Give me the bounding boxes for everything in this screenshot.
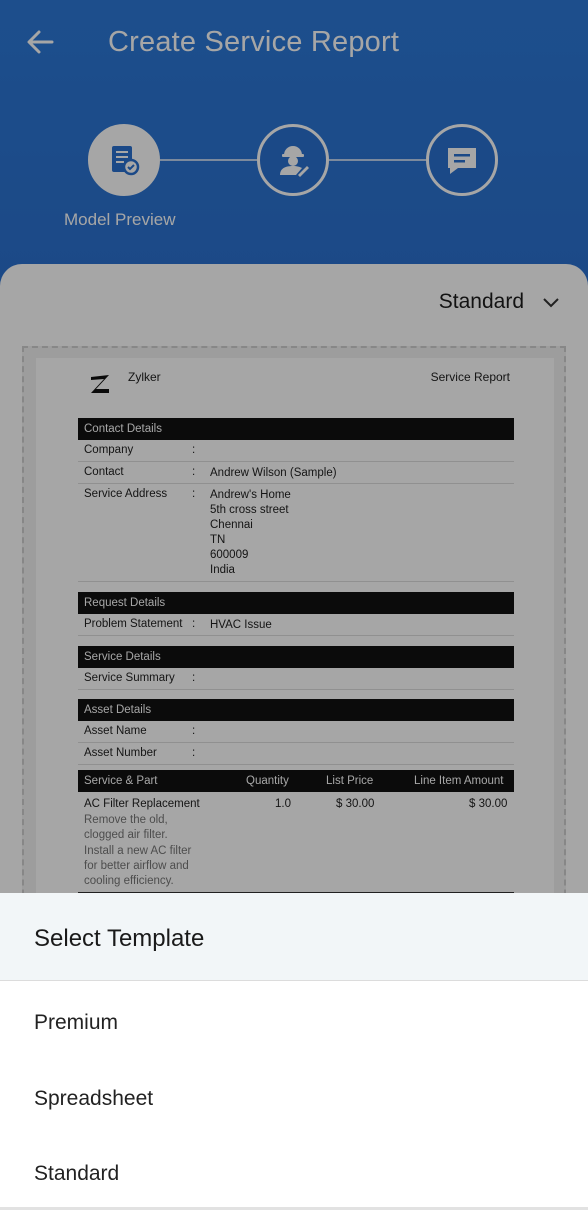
option-label: Standard [34, 1162, 120, 1185]
field-value: Andrew's Home 5th cross street Chennai TN 600009 India [210, 489, 291, 576]
page-title: Create Service Report [108, 26, 400, 58]
field-row: Service Summary : [78, 668, 514, 690]
report-company-name: Zylker [128, 370, 161, 384]
line-item-list-price: $ 30.00 [336, 798, 375, 810]
section-contact-details: Contact Details [78, 418, 514, 440]
column-header: Service & Part [84, 775, 158, 787]
section-service-details: Service Details [78, 646, 514, 668]
sheet-title: Select Template [34, 925, 205, 952]
section-request-details: Request Details [78, 592, 514, 614]
template-option-standard[interactable] [0, 1136, 588, 1212]
field-row: Company : [78, 440, 514, 462]
template-option-spreadsheet[interactable] [0, 1061, 588, 1137]
field-label: Asset Name [84, 725, 147, 737]
field-value: HVAC Issue [210, 619, 272, 631]
field-row: Problem Statement : HVAC Issue [78, 614, 514, 636]
line-item-description: Remove the old, clogged air filter. Install a new AC filter for better airflow and cooling efficiency. [84, 814, 192, 888]
option-label: Spreadsheet [34, 1087, 154, 1110]
template-dropdown-value: Standard [438, 290, 524, 313]
field-label: Service Address [84, 488, 168, 500]
section-asset-details: Asset Details [78, 699, 514, 721]
line-item-quantity: 1.0 [275, 798, 291, 810]
line-item-amount: $ 30.00 [469, 798, 508, 810]
column-header: Quantity [246, 775, 289, 787]
field-row: Contact : Andrew Wilson (Sample) [78, 462, 514, 484]
field-label: Service Summary [84, 672, 175, 684]
column-header: List Price [326, 775, 374, 787]
field-label: Company [84, 444, 134, 456]
option-label: Premium [34, 1011, 119, 1034]
line-item-name: AC Filter Replacement [84, 798, 200, 810]
field-row: Service Address : Andrew's Home 5th cross street Chennai TN 600009 India [78, 484, 514, 582]
column-header: Line Item Amount [414, 775, 504, 787]
select-template-sheet [0, 893, 588, 1210]
field-label: Asset Number [84, 747, 157, 759]
step-label-model-preview: Model Preview [64, 210, 176, 229]
template-option-premium[interactable] [0, 985, 588, 1061]
field-label: Contact [84, 466, 124, 478]
field-row: Asset Name : [78, 721, 514, 743]
sheet-header [0, 893, 588, 981]
field-label: Problem Statement [84, 618, 183, 630]
report-title: Service Report [430, 370, 510, 384]
field-row: Asset Number : [78, 743, 514, 765]
field-value: Andrew Wilson (Sample) [210, 467, 337, 479]
